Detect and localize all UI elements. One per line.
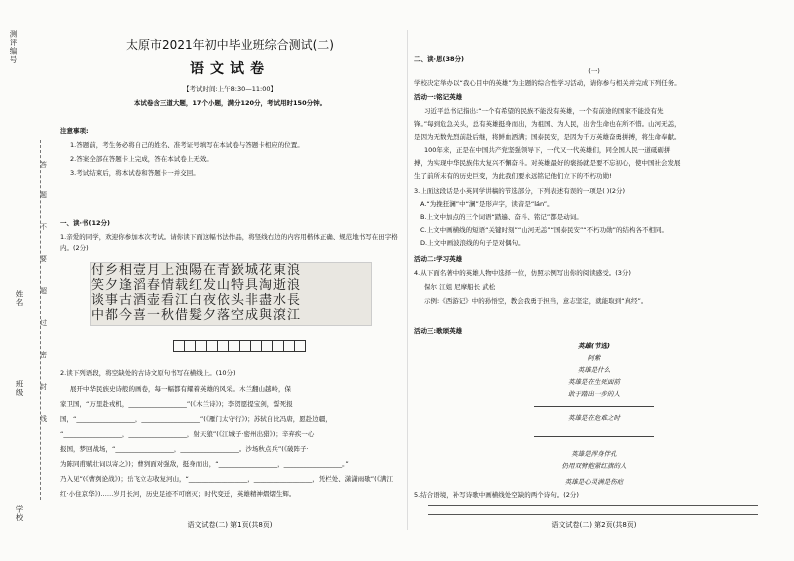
passage-line: 习近平总书记指出:“一个有希望的民族不能没有英雄，一个有前途的国家不能没有先 — [424, 107, 664, 115]
seal-char: 超 — [40, 287, 47, 295]
passage-line: 锋。”每到危急关头，总有英雄挺身而出，为祖国、为人民，出舍生命也在所不惜。山河无恙， — [414, 120, 681, 128]
passage-line: 100年来，正是在中国共产党坚强领导下，一代又一代英雄们，同全国人民一道砥砺拼 — [424, 146, 671, 154]
passage-line: 是因为无数先烈前赴后继，将鲜血洒满；国泰民安，是因为千万英雄奋勇拼搏，将生命奉献。 — [414, 133, 681, 141]
calligraphy-row: 谈事古酒壶看江白夜依头非盡水長 — [91, 293, 302, 308]
school-label: 学校 — [15, 505, 24, 522]
info-line: 本试卷含三道大题，17个小题，满分120分，考试用时150分钟。 — [133, 99, 327, 107]
poem-author: 阿紫 — [587, 354, 601, 362]
poem-line: 英雄是心灵满是伤疤 — [564, 478, 624, 486]
q2-line: 报国，梦回战场，“__________________，__________________。沙场秋点兵”(《破阵子· — [60, 445, 309, 453]
passage-line: 搏，为实现中华民族伟大复兴不懈奋斗。对英雄最好的褒扬就是要不忘初心，使中国社会发展 — [414, 159, 681, 167]
passage-line: 生了前所未有的历史巨变，为此我们要永远铭记他们立下的不朽功勋! — [414, 172, 612, 180]
calligraphy-row: 付乡相壹月上浊陽在青嶔城花東浪 — [91, 263, 302, 278]
writing-grid[interactable] — [173, 340, 305, 352]
seal-char: 要 — [40, 255, 47, 263]
notice-item: 1.答题前，考生务必将自己的姓名、准考证号填写在本试卷与答题卡相应的位置。 — [70, 141, 304, 149]
seal-char: 过 — [40, 319, 47, 327]
q2-line: 红·小住京华》)……岁月长河，历史足迹不可磨灭；时代变迁，英雄精神熠熠生辉。 — [60, 490, 296, 498]
q2-line: “__________________，__________________，射天狼”(《江城子·密州出猎》)；辛弃疾一心 — [60, 430, 315, 438]
poem-line: 英雄是在生死面前 — [568, 378, 620, 386]
poem-blank[interactable] — [534, 406, 654, 407]
subject-title: 语文试卷 — [190, 61, 270, 77]
q4-names: 保尔 江姐 尼摩船长 武松 — [424, 283, 496, 291]
poem-line: 英雄是什么 — [577, 366, 611, 374]
seal-char: 答 — [40, 161, 47, 169]
option-b: B.上文中加点的三个词语“踏遍、奋斗、铭记”都是动词。 — [420, 213, 583, 221]
page-footer: 语文试卷(二) 第2页(共8页) — [551, 521, 637, 529]
poem-line: 仍用双臂抱紧红旗的人 — [561, 462, 627, 470]
question-5: 5.结合语境，补写诗歌中画横线处空缺的两个诗句。(2分) — [414, 491, 579, 499]
q4-example: 示例:《西游记》中的孙悟空，教会我勇于担当，意志坚定，就能取到“真经”。 — [424, 297, 648, 305]
option-d: D.上文中画波浪线的句子是对偶句。 — [420, 239, 525, 247]
page-divider — [407, 30, 408, 530]
seal-char: 线 — [40, 415, 47, 423]
activity-one: 活动一:铭记英雄 — [414, 93, 463, 101]
question-3: 3.上面这段话是小英同学讲稿的节选部分，下列表述有误的一项是( )(2分) — [414, 187, 626, 195]
question-4: 4.从下面名著中的英雄人物中选择一位，仿照示例写出你的阅读感受。(3分) — [414, 269, 631, 277]
section-heading: 一、读·书(12分) — [60, 219, 110, 227]
poem-line: 敢于踏出一步的人 — [568, 390, 620, 398]
notice-item: 3.考试结束后，将本试卷和答题卡一并交回。 — [70, 169, 200, 177]
answer-line[interactable] — [428, 505, 758, 506]
notice-title: 注意事项: — [60, 127, 89, 135]
page-one — [60, 0, 400, 561]
q2-line: 乃入见”(《曹刿论战》)；岳飞立志收复河山，“__________________，__________________，凭栏处、潇潇雨歇”(《满江 — [60, 475, 393, 483]
question-2: 2.读下列语段，将空缺处的古诗文原句书写在横线上。(10分) — [60, 369, 236, 377]
poem-blank[interactable] — [534, 436, 654, 437]
answer-line[interactable] — [428, 514, 758, 515]
calligraphy-image — [90, 262, 372, 326]
option-c: C.上文中画横线的短语“关键时刻”“山河无恙”“国泰民安”“不朽功勋”的结构各不相同。 — [420, 226, 669, 234]
number-label: 测评编号 — [9, 30, 18, 64]
seal-char: 不 — [40, 223, 47, 231]
seal-char: 密 — [40, 351, 47, 359]
poem-title: 英雄(节选) — [578, 342, 610, 350]
time-line: 【考试时间:上午8:30—11:00】 — [182, 85, 278, 93]
notice-item: 2.答案全部在答题卡上完成，答在本试卷上无效。 — [70, 155, 213, 163]
activity-three: 活动三:歌颂英雄 — [414, 327, 463, 335]
calligraphy-row: 中都今喜一秋借髮夕落空成與滾江 — [91, 308, 302, 323]
poem-line: 英雄是在危难之时 — [568, 414, 620, 422]
exam-title: 太原市2021年初中毕业班综合测试(二) — [126, 38, 334, 52]
seal-char: 封 — [40, 383, 47, 391]
binding-margin — [0, 0, 48, 561]
calligraphy-row: 笑夕逢滔春情载红发山特具淘逝浪 — [91, 278, 302, 293]
activity-two: 活动二:学习英雄 — [414, 255, 463, 263]
class-label: 班级 — [15, 380, 24, 397]
intro-text: 学校决定举办以“我心目中的英雄”为主题的综合性学习活动，请你参与相关并完成下列任务。 — [414, 79, 681, 87]
part-label: (一) — [588, 67, 600, 75]
name-label: 姓名 — [15, 290, 24, 307]
q2-line: 展开中华民族史诗般的画卷，每一幅都有耀着英雄的风采。木兰翻山越岭，保 — [70, 385, 291, 393]
q2-line: 家卫国，“万里赴戎机，__________________”(《木兰诗》)；李贺愿提宝剑，誓死报 — [60, 400, 293, 408]
q2-line: 为陈同甫赋壮词以寄之》)；曹刿面对强敌，挺身而出，“__________________，__________________。” — [60, 460, 349, 468]
page-footer: 语文试卷(二) 第1页(共8页) — [187, 521, 273, 529]
seal-char: 题 — [40, 191, 47, 199]
q2-line: 国，“__________________，__________________”(《雁门太守行》)；苏轼自比冯唐，愿赴边疆， — [60, 415, 332, 423]
section-heading: 二、读·思(38分) — [414, 55, 464, 63]
page-two — [414, 0, 774, 561]
question-1: 1.亲爱的同学，欢迎你参加本次考试。请你读下面这幅书法作品，将竖线右边的内容用楷体正确、规范地书写在田字格内。(2分) — [60, 233, 398, 252]
poem-line: 英雄是浑身伴孔 — [571, 450, 617, 458]
option-a: A.“为挽狂澜”中“澜”是形声字，读音是“lán”。 — [420, 200, 554, 208]
